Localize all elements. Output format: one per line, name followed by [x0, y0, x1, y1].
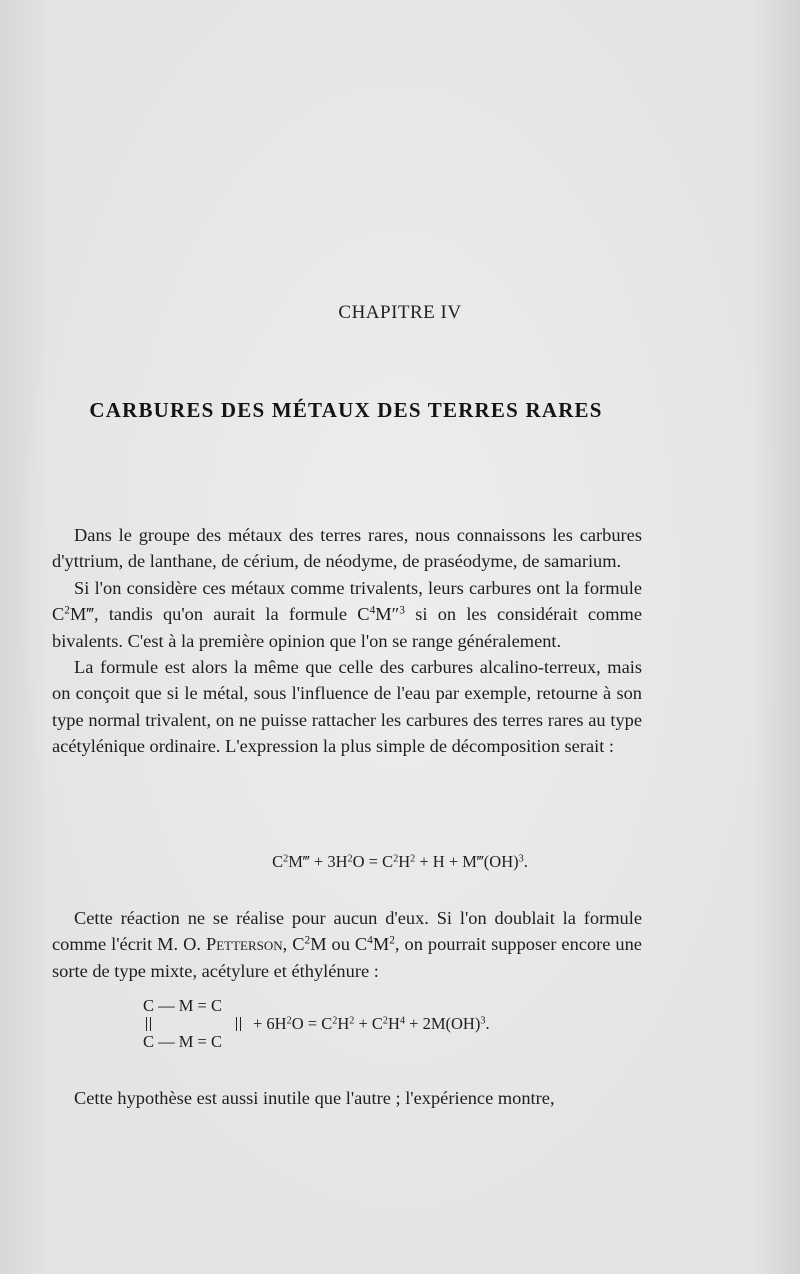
- structure-bottom-line: C — M = C: [143, 1032, 222, 1051]
- chapter-title: CARBURES DES MÉTAUX DES TERRES RARES: [89, 398, 603, 422]
- structure-top-line: C — M = C: [143, 996, 222, 1015]
- double-bond-right: [236, 1017, 241, 1031]
- paragraph-5: Cette hypothèse est aussi inutile que l'autre ; l'expérience montre,: [74, 1088, 555, 1108]
- body-text-upper: [52, 522, 642, 760]
- decomposition-formula: $C^2M‴ + 3H^2O = C^2H^2 + H$ + M‴(OH)$^3$.: [272, 852, 528, 871]
- structural-formula: [143, 996, 703, 1056]
- chapter-heading: CHAPITRE IV: [338, 302, 462, 323]
- structure-reaction-rhs: + $6H^2O = C^2H^2 + C^2H^4 + 2M(OH)^3$.: [253, 1014, 490, 1033]
- paragraph-2: Si l'on considère ces métaux comme trivalents, leurs carbures ont la formule $C^2M‴$, tandis qu'on aurait la formule $C^4M''^3$ si on les considérait comme bivalents. C'est à la première opinion que l'on se range généralement.: [52, 577, 643, 651]
- author-name: Petterson: [205, 934, 283, 955]
- paragraph-3: La formule est alors la même que celle des carbures alcalino-terreux, mais on conçoit que si le métal, sous l'influence de l'eau par exemple, retourne à son type normal trivalent, on ne puisse rattacher les carbures des terres rares au type acétylénique ordinaire. L'expression la plus simple de décomposition serait :: [52, 657, 642, 757]
- body-text-lower: [52, 1085, 642, 1111]
- paragraph-1: Dans le groupe des métaux des terres rares, nous connaissons les carbures d'yttrium, de lanthane, de cérium, de néodyme, de praséodyme, de samarium.: [52, 525, 642, 572]
- body-text-middle: [52, 905, 642, 984]
- double-bond-left: [146, 1017, 151, 1031]
- paragraph-4: Cette réaction ne se réalise pour aucun d'eux. Si l'on doublait la formule comme l'écrit M. O. Petterson, $C^2M$ ou $C^4M^2$, on pourrait supposer encore une sorte de type mixte, acétylure et éthylénure :: [52, 908, 642, 981]
